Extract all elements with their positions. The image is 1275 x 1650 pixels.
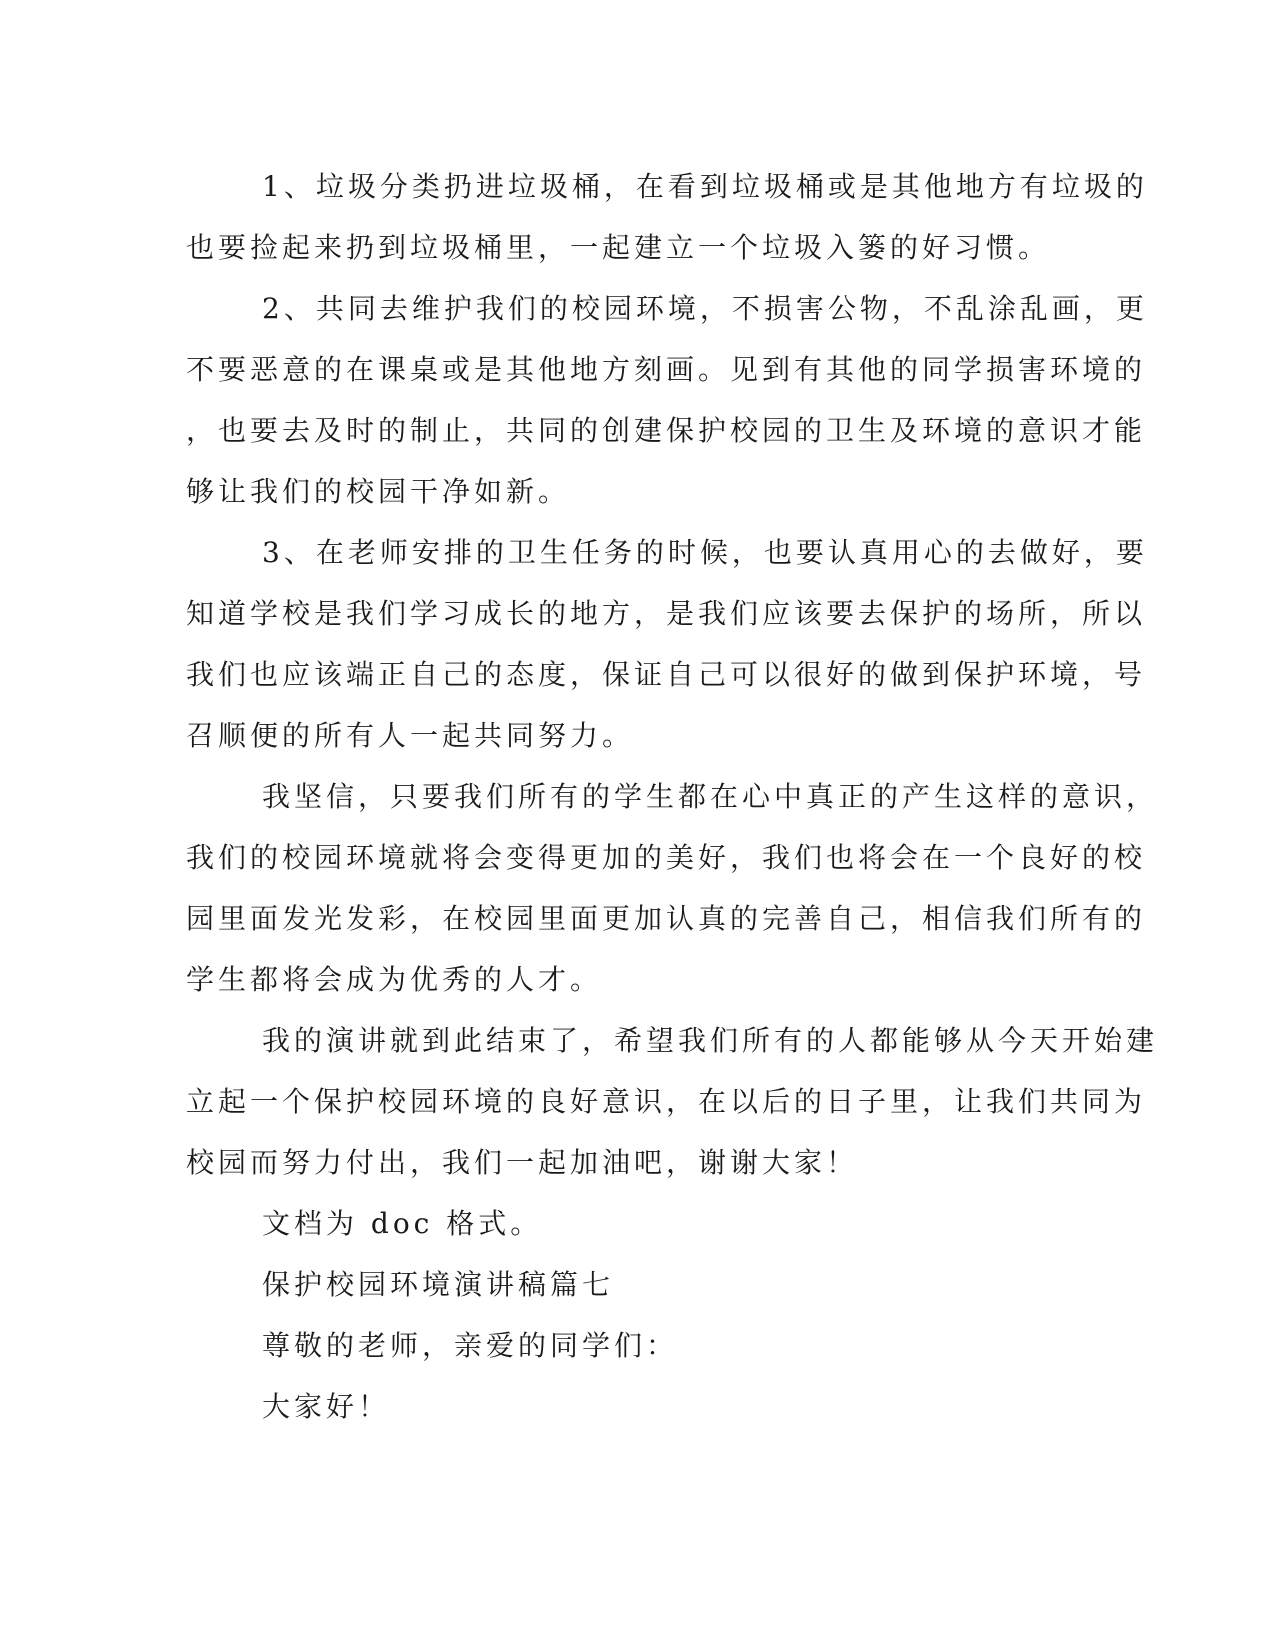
text-line: 我们的校园环境就将会变得更加的美好，我们也将会在一个良好的校: [186, 841, 1147, 874]
text-line: 立起一个保护校园环境的良好意识，在以后的日子里，让我们共同为: [186, 1085, 1147, 1118]
text-line: 园里面发光发彩，在校园里面更加认真的完善自己，相信我们所有的: [186, 902, 1147, 935]
text-line: 不要恶意的在课桌或是其他地方刻画。见到有其他的同学损害环境的: [186, 353, 1147, 386]
text-line: 我坚信，只要我们所有的学生都在心中真正的产生这样的意识，: [262, 780, 1159, 813]
text-line: 知道学校是我们学习成长的地方，是我们应该要去保护的场所，所以: [186, 597, 1147, 630]
text-line: 2、共同去维护我们的校园环境，不损害公物，不乱涂乱画，更: [262, 292, 1148, 325]
text-line: 也要捡起来扔到垃圾桶里，一起建立一个垃圾入篓的好习惯。: [186, 231, 1051, 264]
text-line: 我们也应该端正自己的态度，保证自己可以很好的做到保护环境，号: [186, 658, 1147, 691]
format-note: 文档为 doc 格式。: [262, 1207, 543, 1240]
text-line: 够让我们的校园干净如新。: [186, 475, 571, 508]
document-body: [186, 156, 1159, 1437]
greeting: 大家好！: [262, 1390, 391, 1423]
text-line: 召顺便的所有人一起共同努力。: [186, 719, 635, 752]
section-title: 保护校园环境演讲稿篇七: [262, 1268, 615, 1301]
text-line: 我的演讲就到此结束了，希望我们所有的人都能够从今天开始建: [262, 1024, 1159, 1057]
salutation: 尊敬的老师，亲爱的同学们：: [262, 1329, 679, 1362]
text-line: 学生都将会成为优秀的人才。: [186, 963, 603, 996]
text-line: 3、在老师安排的卫生任务的时候，也要认真用心的去做好，要: [262, 536, 1148, 569]
text-line: 校园而努力付出，我们一起加油吧，谢谢大家！: [186, 1146, 859, 1179]
text-line: ，也要去及时的制止，共同的创建保护校园的卫生及环境的意识才能: [186, 414, 1147, 447]
text-line: 1、垃圾分类扔进垃圾桶，在看到垃圾桶或是其他地方有垃圾的: [262, 170, 1148, 203]
